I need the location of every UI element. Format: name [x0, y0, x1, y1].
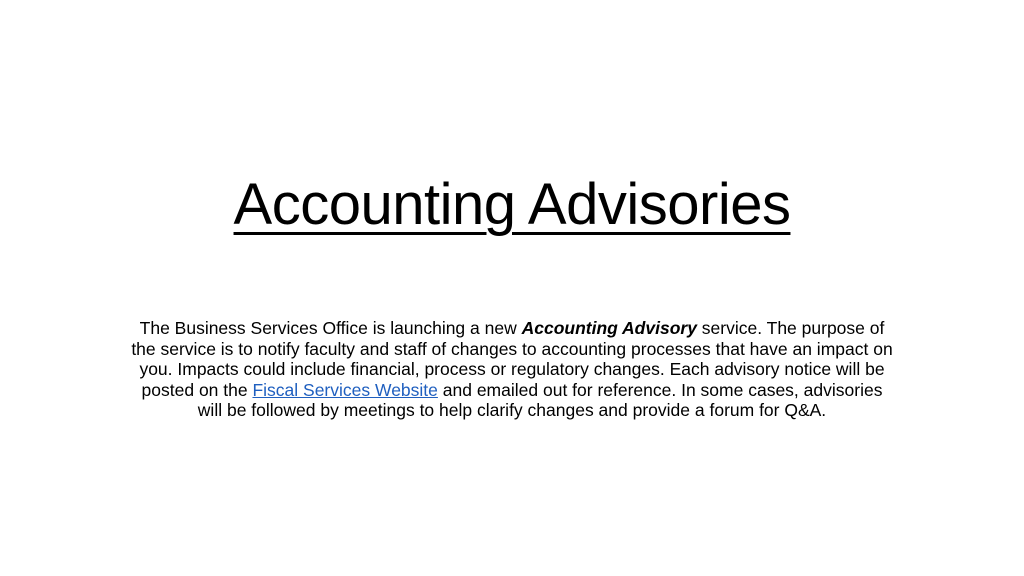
slide-body-paragraph — [128, 318, 896, 421]
body-text-part-3: and emailed out for reference. In some cases, advisories will be followed by meetings to help clarify changes and provide a forum for Q&A. — [197, 379, 883, 421]
fiscal-services-website-link[interactable]: Fiscal Services Website — [252, 379, 438, 400]
slide-title: Accounting Advisories — [233, 172, 791, 237]
body-text-part-1: The Business Services Office is launching a new — [139, 318, 522, 338]
body-text-part-2: service. The purpose of the service is to notify faculty and staff of changes to accounting processes that have an impact on you. Impacts could include financial, process or regulatory changes. Each advisory notice will be posted on the — [131, 318, 893, 400]
accounting-advisory-emphasis: Accounting Advisory — [521, 318, 697, 338]
